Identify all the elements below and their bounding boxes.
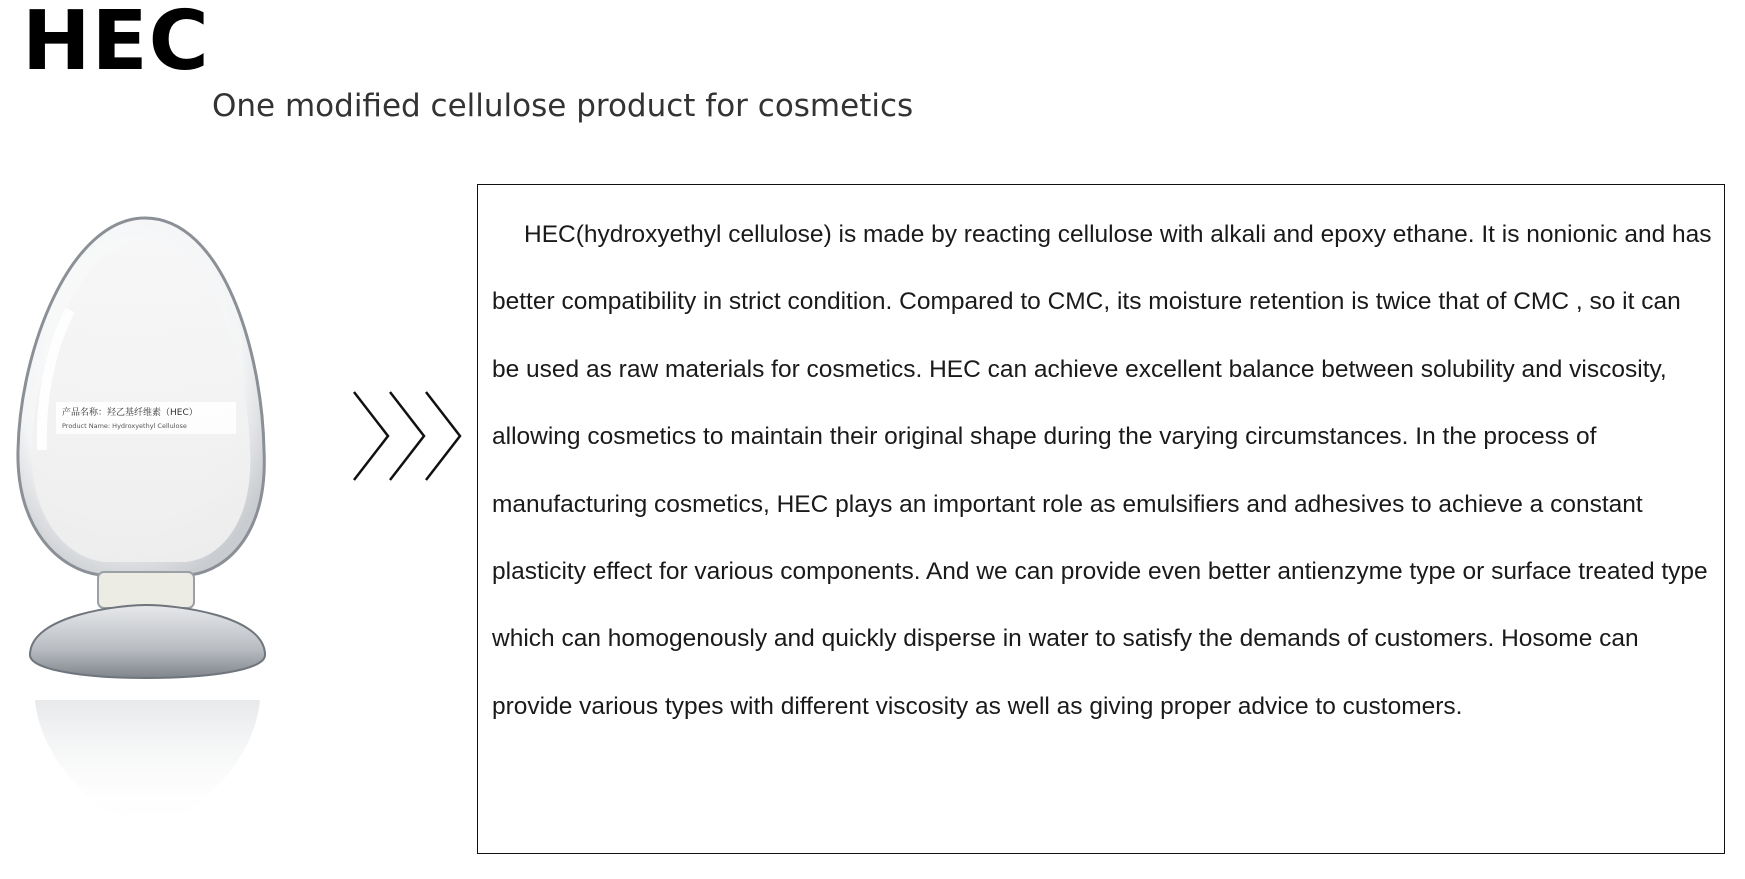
- page-title: HEC: [22, 0, 210, 89]
- description-text: HEC(hydroxyethyl cellulose) is made by reacting cellulose with alkali and epoxy ethane. It is nonionic and has better compatibility in strict condition. Compared to CMC, its moisture retention is twice that of CMC , so it can be used as raw materials for cosmetics. HEC can achieve excellent balance between solubility and viscosity, allowing cosmetics to maintain their original shape during the varying circumstances. In the process of manufacturing cosmetics, HEC plays an important role as emulsifiers and adhesives to achieve a constant plasticity effect for various components. And we can provide even better antienzyme type or surface treated type which can homogenously and quickly disperse in water to satisfy the demands of customers. Hosome can provide various types with different viscosity as well as giving proper advice to customers.: [492, 221, 1712, 720]
- svg-text:产品名称：羟乙基纤维素（HEC）: 产品名称：羟乙基纤维素（HEC）: [62, 408, 198, 418]
- product-bottle-image: [0, 200, 300, 840]
- product-label: [56, 402, 236, 434]
- description-box: [477, 184, 1725, 854]
- page-subtitle: One modified cellulose product for cosmetics: [212, 88, 914, 124]
- svg-text:Product Name: Hydroxyethyl Cel: Product Name: Hydroxyethyl Cellulose: [62, 422, 187, 430]
- triple-chevron-right-icon: [352, 390, 462, 482]
